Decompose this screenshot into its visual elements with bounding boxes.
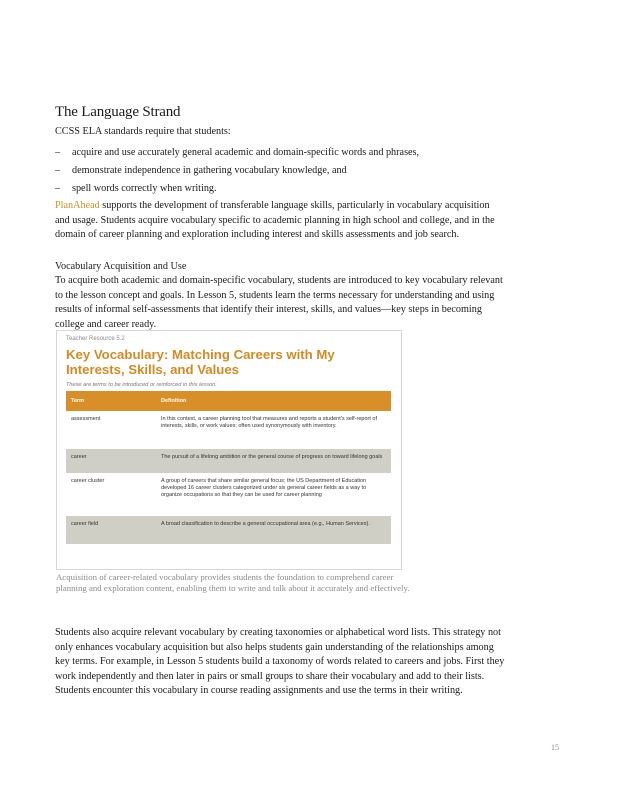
list-dash: –	[55, 147, 61, 158]
planahead-text: supports the development of transferable language skills, particularly in vocabulary acquisition and usage. Students acquire vocabulary specific to academic planning in high school and college, and in the domain of career planning and exploration including interest and skills assessments and job search.	[55, 200, 495, 240]
list-item-text: acquire and use accurately general academic and domain-specific words and phrases,	[72, 147, 420, 158]
page-heading: The Language Strand	[55, 104, 181, 120]
list-item-text: demonstrate independence in gathering vocabulary knowledge, and	[72, 165, 347, 176]
standards-list	[55, 144, 505, 198]
planahead-brand: PlanAhead	[55, 200, 100, 211]
resource-label: Teacher Resource 5.2	[66, 336, 125, 342]
term-cell: career	[66, 449, 156, 473]
vocab-subheading: Vocabulary Acquisition and Use	[55, 261, 187, 272]
table-header-row	[66, 391, 391, 411]
table-row	[66, 449, 391, 473]
list-dash: –	[55, 165, 61, 176]
list-dash: –	[55, 183, 61, 194]
definition-cell: A group of careers that share similar general focus; the US Department of Education developed 16 career clusters categorized under six general career fields as a way to organize occupations so that they can be used for career planning	[161, 478, 367, 498]
figure-caption: Acquisition of career-related vocabulary provides students the foundation to comprehend career planning and exploration content, enabling them to write and talk about it accurately and effectively.	[56, 572, 410, 593]
definition-cell: A broad classification to describe a general occupational area (e.g., Human Services).	[156, 516, 391, 544]
figure-title: Key Vocabulary: Matching Careers with My Interests, Skills, and Values	[66, 347, 335, 377]
table-row	[66, 473, 391, 516]
standards-intro: CCSS ELA standards require that students:	[55, 126, 231, 137]
page-number: 15	[551, 743, 559, 752]
term-cell: assessment	[71, 416, 101, 422]
table-row	[66, 516, 391, 544]
column-header-definition: Definition	[156, 391, 391, 411]
planahead-paragraph	[55, 199, 505, 243]
list-item	[55, 162, 505, 180]
vocabulary-figure	[56, 330, 402, 570]
vocab-paragraph: To acquire both academic and domain-specific vocabulary, students are introduced to key vocabulary relevant to the lesson concept and goals. In Lesson 5, students learn the terms necessary for understanding and using results of informal self-assessments that identify their interest, skills, and values—key steps in becoming college and career ready.	[55, 275, 503, 330]
taxonomy-paragraph: Students also acquire relevant vocabulary by creating taxonomies or alphabetical word lists. This strategy not only enhances vocabulary acquisition but also helps students gain understanding of the relationships among key terms. For example, in Lesson 5 students build a taxonomy of words related to careers and jobs. First they work independently and then later in pairs or small groups to share their vocabulary and add to their lists. Students encounter this vocabulary in course reading assignments and use the terms in their writing.	[55, 627, 505, 696]
list-item	[55, 180, 505, 198]
definition-cell: In this context, a career planning tool that measures and reports a student's self-report of interests, skills, or work values; often used synonymously with inventory.	[161, 416, 377, 429]
term-cell: career cluster	[71, 478, 105, 484]
figure-subtitle: These are terms to be introduced or reinforced in this lesson.	[66, 382, 217, 388]
list-item	[55, 144, 505, 162]
definition-cell: The pursuit of a lifelong ambition or the general course of progress on toward lifelong goals	[156, 449, 391, 473]
column-header-term: Term	[66, 391, 156, 411]
table-row	[66, 411, 391, 449]
list-item-text: spell words correctly when writing.	[72, 183, 217, 194]
term-cell: career field	[66, 516, 156, 544]
vocabulary-table	[66, 391, 391, 544]
